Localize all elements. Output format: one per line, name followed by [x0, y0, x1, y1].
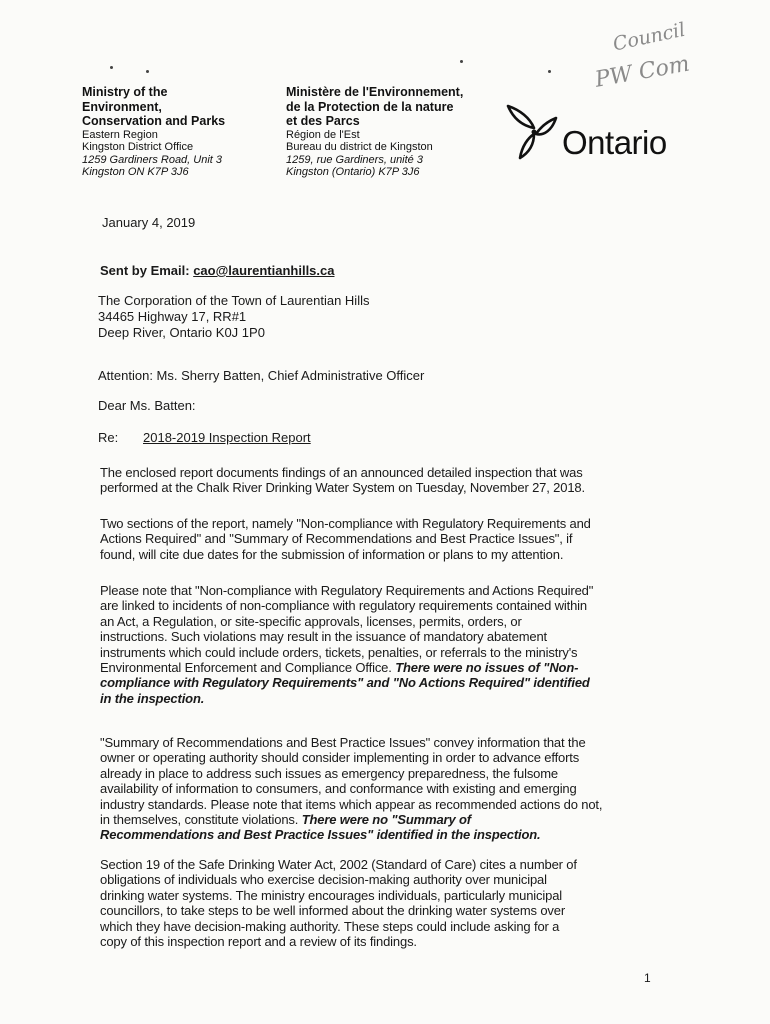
ontario-wordmark: Ontario — [562, 124, 667, 161]
paragraph-line: owner or operating authority should consider implementing in order to advance efforts — [100, 750, 580, 766]
paragraph-line: drinking water systems. The ministry encourages individuals, particularly municipal — [100, 887, 563, 903]
ministry-name-line: Environment, — [82, 99, 162, 114]
ontario-logo — [500, 100, 700, 170]
address-line: 1259 Gardiners Road, Unit 3 — [82, 153, 223, 166]
paragraph-line: performed at the Chalk River Drinking Water System on Tuesday, November 27, 2018. — [100, 480, 585, 496]
region-line: Eastern Region — [82, 128, 158, 141]
paragraph-line: found, will cite due dates for the submission of information or plans to my attention. — [100, 546, 564, 562]
handwritten-council: Council — [610, 18, 688, 56]
paragraph-line: instructions. Such violations may result in the issuance of mandatory abatement — [100, 629, 547, 645]
handwritten-pwcom: PW Com — [593, 51, 692, 93]
paragraph-line: Two sections of the report, namely "Non-compliance with Regulatory Requirements and — [100, 516, 591, 531]
emphasis-line: in the inspection. — [100, 690, 205, 706]
scan-speck — [146, 70, 149, 73]
scan-speck — [460, 60, 463, 63]
letter-date: January 4, 2019 — [102, 215, 196, 230]
sent-by-label: Sent by Email: — [100, 263, 190, 278]
address-line: Kingston ON K7P 3J6 — [82, 166, 189, 178]
emphasis-text: There were no issues of "Non- — [395, 660, 579, 676]
paragraph-line: obligations of individuals who exercise decision-making authority over municipal — [100, 872, 547, 888]
emphasis-text: There were no "Summary of — [301, 812, 471, 828]
paragraph-line: already in place to address such issues as emergency preparedness, the fulsome — [100, 765, 559, 781]
paragraph-text: Environmental Enforcement and Compliance Office. — [100, 660, 392, 676]
body-paragraph — [100, 516, 660, 562]
paragraph-line: Section 19 of the Safe Drinking Water Act, 2002 (Standard of Care) cites a number of — [100, 857, 577, 872]
page-number: 1 — [644, 971, 651, 985]
body-paragraph — [100, 465, 660, 496]
paragraph-line — [100, 812, 660, 827]
email-link[interactable]: cao@laurentianhills.ca — [193, 263, 335, 278]
paragraph-line: an Act, a Regulation, or site-specific approvals, licenses, permits, orders, or — [100, 613, 522, 629]
scan-speck — [110, 66, 113, 69]
ministry-name-line: Ministry of the — [82, 85, 168, 99]
ministry-name-line: Conservation and Parks — [82, 114, 226, 128]
address-line: Kingston (Ontario) K7P 3J6 — [286, 166, 420, 178]
body-paragraph — [100, 857, 660, 949]
attention-line: Attention: Ms. Sherry Batten, Chief Administrative Officer — [98, 368, 425, 383]
emphasis-line: compliance with Regulatory Requirements" and "No Actions Required" identified — [100, 675, 590, 691]
letterhead-french — [286, 85, 496, 179]
letterhead-english — [82, 85, 272, 179]
paragraph-line: which they have decision-making authority. These steps could include asking for a — [100, 918, 560, 934]
handwritten-note — [585, 10, 715, 95]
paragraph-line: "Summary of Recommendations and Best Practice Issues" convey information that the — [100, 735, 586, 750]
paragraph-line: availability of information to consumers, and conformance with existing and emerging — [100, 781, 577, 797]
ministry-name-line: de la Protection de la nature — [286, 99, 454, 114]
office-line: Bureau du district de Kingston — [286, 141, 433, 153]
re-label: Re: — [98, 430, 119, 445]
ministry-name-line: et des Parcs — [286, 114, 360, 128]
sent-by-line — [100, 263, 334, 279]
paragraph-line: councillors, to take steps to be well informed about the drinking water systems over — [100, 903, 566, 919]
scan-speck — [548, 70, 551, 73]
recipient-line: Deep River, Ontario K0J 1P0 — [98, 325, 265, 340]
paragraph-line: copy of this inspection report and a review of its findings. — [100, 934, 417, 950]
office-line: Kingston District Office — [82, 141, 194, 153]
recipient-address — [98, 293, 369, 341]
paragraph-line: The enclosed report documents findings of an announced detailed inspection that was — [100, 465, 583, 480]
body-paragraph — [100, 583, 660, 706]
paragraph-line: industry standards. Please note that items which appear as recommended actions do not, — [100, 796, 603, 812]
ministry-name-line: Ministère de l'Environnement, — [286, 85, 464, 99]
body-paragraph — [100, 735, 660, 843]
trillium-icon — [500, 100, 562, 162]
paragraph-text: in themselves, constitute violations. — [100, 812, 299, 828]
address-line: 1259, rue Gardiners, unité 3 — [286, 153, 423, 166]
paragraph-line — [100, 660, 660, 675]
emphasis-line: Recommendations and Best Practice Issues" identified in the inspection. — [100, 827, 541, 843]
re-subject: 2018-2019 Inspection Report — [143, 430, 311, 445]
paragraph-line: Actions Required" and "Summary of Recommendations and Best Practice Issues", if — [100, 531, 573, 547]
region-line: Région de l'Est — [286, 128, 360, 141]
paragraph-line: instruments which could include orders, tickets, penalties, or referrals to the ministry's — [100, 644, 578, 660]
paragraph-line: Please note that "Non-compliance with Regulatory Requirements and Actions Required" — [100, 583, 594, 598]
paragraph-line: are linked to incidents of non-compliance with regulatory requirements contained within — [100, 598, 587, 614]
salutation: Dear Ms. Batten: — [98, 398, 196, 413]
recipient-line: 34465 Highway 17, RR#1 — [98, 309, 247, 324]
recipient-line: The Corporation of the Town of Laurentian Hills — [98, 293, 370, 308]
